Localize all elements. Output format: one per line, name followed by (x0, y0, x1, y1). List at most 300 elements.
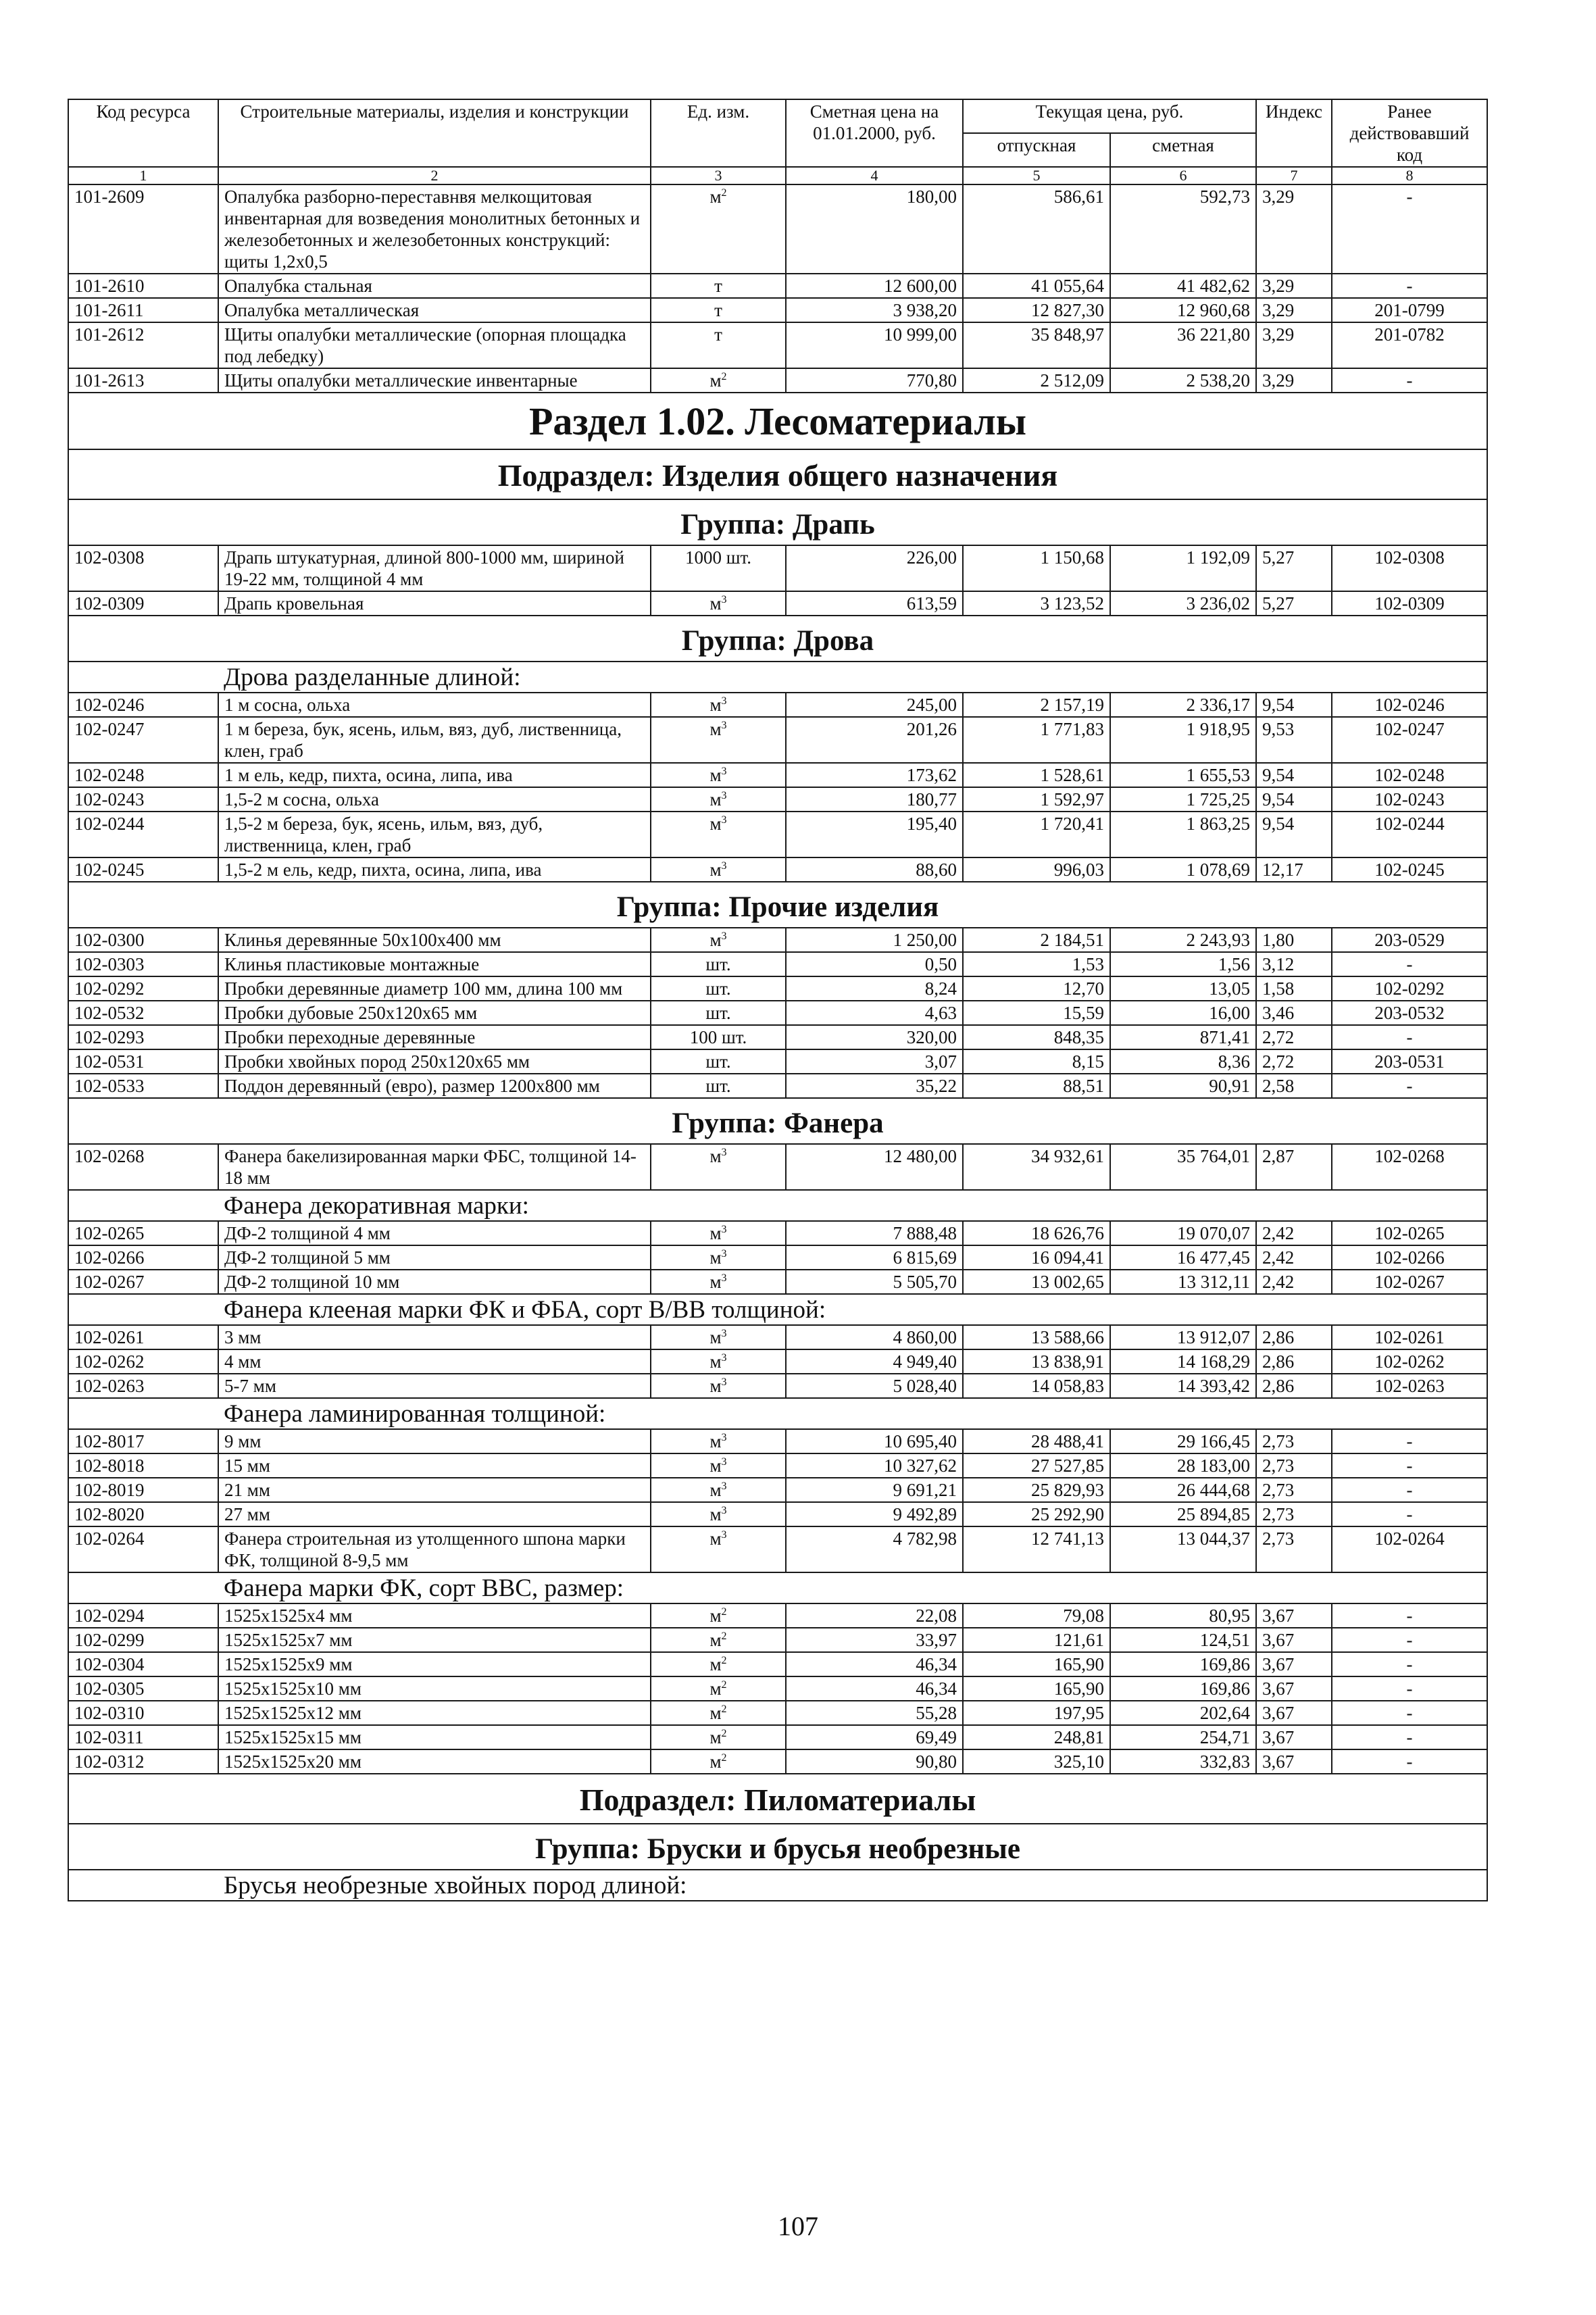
estimate-price: 169,86 (1110, 1652, 1256, 1676)
estimate-price-2000: 10 695,40 (786, 1429, 963, 1453)
unit: м (709, 370, 722, 391)
unit-exponent: 2 (721, 371, 727, 382)
estimate-price: 28 183,00 (1110, 1453, 1256, 1478)
release-price: 88,51 (963, 1074, 1110, 1098)
material-name: ДФ-2 толщиной 10 мм (218, 1270, 651, 1294)
previous-code: 102-0247 (1332, 717, 1487, 763)
unit: шт. (705, 1003, 731, 1023)
unit-cell (651, 928, 786, 952)
estimate-price: 1 725,25 (1110, 787, 1256, 812)
resource-code: 102-0300 (68, 928, 218, 952)
unit-cell (651, 1245, 786, 1270)
price-index: 2,72 (1256, 1025, 1332, 1049)
table-row (68, 1349, 1487, 1374)
release-price: 13 838,91 (963, 1349, 1110, 1374)
group-row (68, 1098, 1487, 1144)
estimate-price-2000: 9 492,89 (786, 1502, 963, 1526)
previous-code: - (1332, 1478, 1487, 1502)
estimate-price: 14 393,42 (1110, 1374, 1256, 1398)
unit: т (714, 300, 722, 320)
estimate-price: 124,51 (1110, 1628, 1256, 1652)
material-name: Поддон деревянный (евро), размер 1200х800 мм (218, 1074, 651, 1098)
material-name: Опалубка разборно-переставнвя мелкощитовая инвентарная для возведения монолитных бетонных и железобетонных и железобетонных конструкций: щиты 1,2х0,5 (218, 184, 651, 274)
material-name: 1,5-2 м береза, бук, ясень, ильм, вяз, дуб, лиственница, клен, граб (218, 812, 651, 857)
unit: 1000 шт. (684, 547, 752, 568)
resource-code: 101-2612 (68, 322, 218, 368)
resource-code: 102-0261 (68, 1325, 218, 1349)
unit-exponent: 2 (721, 1631, 727, 1642)
previous-code: 102-0246 (1332, 693, 1487, 717)
table-row (68, 1049, 1487, 1074)
estimate-price: 1 918,95 (1110, 717, 1256, 763)
unit: м (709, 1247, 722, 1268)
previous-code: 201-0799 (1332, 298, 1487, 322)
unit: шт. (705, 1051, 731, 1072)
unit-cell (651, 591, 786, 616)
price-index: 9,53 (1256, 717, 1332, 763)
estimate-price: 871,41 (1110, 1025, 1256, 1049)
material-name: Драпь штукатурная, длиной 800-1000 мм, шириной 19-22 мм, толщиной 4 мм (218, 545, 651, 591)
estimate-price: 13 044,37 (1110, 1526, 1256, 1572)
material-name: Клинья деревянные 50х100х400 мм (218, 928, 651, 952)
previous-code: - (1332, 184, 1487, 274)
price-index: 2,42 (1256, 1270, 1332, 1294)
estimate-price: 13,05 (1110, 976, 1256, 1001)
unit-exponent: 2 (721, 187, 727, 199)
subheading-code-cell (68, 1572, 218, 1603)
resource-code: 102-0309 (68, 591, 218, 616)
table-row (68, 1453, 1487, 1478)
price-index: 3,46 (1256, 1001, 1332, 1025)
table-row (68, 1001, 1487, 1025)
resource-code: 102-0312 (68, 1749, 218, 1774)
unit: м (709, 1727, 722, 1747)
unit-cell (651, 812, 786, 857)
material-name: 1525х1525х15 мм (218, 1725, 651, 1749)
estimate-price-2000: 320,00 (786, 1025, 963, 1049)
resource-code: 102-8017 (68, 1429, 218, 1453)
price-index: 2,86 (1256, 1349, 1332, 1374)
unit-exponent: 3 (721, 1529, 727, 1541)
release-price: 79,08 (963, 1603, 1110, 1628)
subheading-row (68, 1870, 1487, 1901)
unit: м (709, 1751, 722, 1772)
resource-code: 102-0292 (68, 976, 218, 1001)
header-code: Код ресурса (68, 99, 218, 167)
table-row (68, 1429, 1487, 1453)
unit-exponent: 3 (721, 1376, 727, 1388)
estimate-price-2000: 46,34 (786, 1652, 963, 1676)
material-name: 1 м сосна, ольха (218, 693, 651, 717)
price-index: 3,29 (1256, 368, 1332, 393)
resource-code: 102-0533 (68, 1074, 218, 1098)
release-price: 34 932,61 (963, 1144, 1110, 1190)
estimate-price: 2 336,17 (1110, 693, 1256, 717)
unit: м (709, 860, 722, 880)
subheading-text: Фанера ламинированная толщиной: (218, 1398, 1487, 1429)
unit-exponent: 3 (721, 1248, 727, 1260)
table-row (68, 1325, 1487, 1349)
unit-cell (651, 1001, 786, 1025)
previous-code: - (1332, 1603, 1487, 1628)
unit: м (709, 789, 722, 810)
material-name: Пробки хвойных пород 250х120х65 мм (218, 1049, 651, 1074)
release-price: 13 002,65 (963, 1270, 1110, 1294)
price-index: 9,54 (1256, 763, 1332, 787)
estimate-price-2000: 8,24 (786, 976, 963, 1001)
table-row (68, 976, 1487, 1001)
price-index: 9,54 (1256, 693, 1332, 717)
table-row (68, 928, 1487, 952)
table-row (68, 298, 1487, 322)
price-index: 1,58 (1256, 976, 1332, 1001)
subheading-row (68, 1398, 1487, 1429)
estimate-price-2000: 3,07 (786, 1049, 963, 1074)
estimate-price-2000: 5 028,40 (786, 1374, 963, 1398)
table-row (68, 1374, 1487, 1398)
unit-cell (651, 184, 786, 274)
unit-cell (651, 787, 786, 812)
price-table (68, 99, 1488, 1901)
unit-cell (651, 1701, 786, 1725)
estimate-price: 14 168,29 (1110, 1349, 1256, 1374)
estimate-price-2000: 245,00 (786, 693, 963, 717)
group-title: Группа: Прочие изделия (68, 882, 1487, 928)
estimate-price-2000: 180,00 (786, 184, 963, 274)
unit-cell (651, 1749, 786, 1774)
price-index: 3,67 (1256, 1603, 1332, 1628)
unit: м (709, 765, 722, 785)
unit-cell (651, 1725, 786, 1749)
table-row (68, 322, 1487, 368)
release-price: 1 592,97 (963, 787, 1110, 812)
resource-code: 102-8019 (68, 1478, 218, 1502)
unit: м (709, 1480, 722, 1500)
table-row (68, 274, 1487, 298)
header-name: Строительные материалы, изделия и конструкции (218, 99, 651, 167)
release-price: 996,03 (963, 857, 1110, 882)
group-title: Группа: Фанера (68, 1098, 1487, 1144)
unit: м (709, 1223, 722, 1243)
table-row (68, 763, 1487, 787)
estimate-price-2000: 69,49 (786, 1725, 963, 1749)
subheading-row (68, 662, 1487, 693)
material-name: 1525х1525х7 мм (218, 1628, 651, 1652)
unit-cell (651, 1478, 786, 1502)
subheading-code-cell (68, 1190, 218, 1221)
unit: шт. (705, 954, 731, 974)
unit-cell (651, 1374, 786, 1398)
estimate-price: 16,00 (1110, 1001, 1256, 1025)
release-price: 1 771,83 (963, 717, 1110, 763)
group-row (68, 1824, 1487, 1870)
unit-exponent: 3 (721, 1328, 727, 1339)
resource-code: 102-0303 (68, 952, 218, 976)
material-name: 1525х1525х10 мм (218, 1676, 651, 1701)
resource-code: 102-0294 (68, 1603, 218, 1628)
release-price: 15,59 (963, 1001, 1110, 1025)
resource-code: 102-0244 (68, 812, 218, 857)
release-price: 165,90 (963, 1652, 1110, 1676)
header-current-price: Текущая цена, руб. (963, 99, 1256, 133)
price-index: 3,29 (1256, 184, 1332, 274)
estimate-price-2000: 88,60 (786, 857, 963, 882)
release-price: 2 157,19 (963, 693, 1110, 717)
release-price: 197,95 (963, 1701, 1110, 1725)
previous-code: - (1332, 368, 1487, 393)
unit-cell (651, 545, 786, 591)
estimate-price: 3 236,02 (1110, 591, 1256, 616)
material-name: Клинья пластиковые монтажные (218, 952, 651, 976)
unit-exponent: 3 (721, 1147, 727, 1158)
material-name: 1,5-2 м сосна, ольха (218, 787, 651, 812)
unit: м (709, 1528, 722, 1549)
estimate-price: 592,73 (1110, 184, 1256, 274)
material-name: 1525х1525х4 мм (218, 1603, 651, 1628)
price-index: 2,73 (1256, 1526, 1332, 1572)
estimate-price-2000: 5 505,70 (786, 1270, 963, 1294)
subheading-code-cell (68, 662, 218, 693)
previous-code: 102-0263 (1332, 1374, 1487, 1398)
resource-code: 102-0267 (68, 1270, 218, 1294)
release-price: 12 827,30 (963, 298, 1110, 322)
estimate-price-2000: 3 938,20 (786, 298, 963, 322)
section-title: Раздел 1.02. Лесоматериалы (68, 393, 1487, 449)
estimate-price: 36 221,80 (1110, 322, 1256, 368)
material-name: Пробки переходные деревянные (218, 1025, 651, 1049)
estimate-price: 1 863,25 (1110, 812, 1256, 857)
price-index: 9,54 (1256, 812, 1332, 857)
resource-code: 102-0263 (68, 1374, 218, 1398)
unit-cell (651, 1349, 786, 1374)
estimate-price-2000: 613,59 (786, 591, 963, 616)
table-row (68, 1701, 1487, 1725)
estimate-price: 254,71 (1110, 1725, 1256, 1749)
header-index: Индекс (1256, 99, 1332, 167)
section-row (68, 393, 1487, 449)
estimate-price-2000: 4 949,40 (786, 1349, 963, 1374)
price-index: 3,67 (1256, 1725, 1332, 1749)
table-row (68, 1652, 1487, 1676)
previous-code: - (1332, 952, 1487, 976)
price-index: 3,29 (1256, 322, 1332, 368)
subheading-row (68, 1572, 1487, 1603)
release-price: 14 058,83 (963, 1374, 1110, 1398)
material-name: 1525х1525х12 мм (218, 1701, 651, 1725)
estimate-price: 13 912,07 (1110, 1325, 1256, 1349)
estimate-price-2000: 7 888,48 (786, 1221, 963, 1245)
table-row (68, 184, 1487, 274)
estimate-price: 90,91 (1110, 1074, 1256, 1098)
estimate-price: 1 078,69 (1110, 857, 1256, 882)
estimate-price-2000: 0,50 (786, 952, 963, 976)
previous-code: 102-0243 (1332, 787, 1487, 812)
estimate-price-2000: 10 999,00 (786, 322, 963, 368)
unit: м (709, 186, 722, 207)
subheading-text: Фанера марки ФК, сорт ВВС, размер: (218, 1572, 1487, 1603)
material-name: Щиты опалубки металлические (опорная площадка под лебедку) (218, 322, 651, 368)
table-row (68, 1749, 1487, 1774)
subsection-title: Подраздел: Пиломатериалы (68, 1774, 1487, 1824)
unit: м (709, 930, 722, 950)
release-price: 13 588,66 (963, 1325, 1110, 1349)
estimate-price: 35 764,01 (1110, 1144, 1256, 1190)
previous-code: - (1332, 1025, 1487, 1049)
unit-exponent: 3 (721, 814, 727, 826)
previous-code: 102-0268 (1332, 1144, 1487, 1190)
previous-code: - (1332, 1701, 1487, 1725)
table-row (68, 693, 1487, 717)
resource-code: 102-0246 (68, 693, 218, 717)
unit: м (709, 1146, 722, 1166)
estimate-price-2000: 12 480,00 (786, 1144, 963, 1190)
estimate-price-2000: 226,00 (786, 545, 963, 591)
previous-code: 102-0264 (1332, 1526, 1487, 1572)
release-price: 848,35 (963, 1025, 1110, 1049)
table-row (68, 1221, 1487, 1245)
resource-code: 102-0531 (68, 1049, 218, 1074)
material-name: 27 мм (218, 1502, 651, 1526)
previous-code: 102-0265 (1332, 1221, 1487, 1245)
col-number: 4 (786, 167, 963, 184)
price-index: 3,29 (1256, 274, 1332, 298)
unit-exponent: 3 (721, 720, 727, 731)
previous-code: 102-0308 (1332, 545, 1487, 591)
unit-cell (651, 1074, 786, 1098)
unit-cell (651, 717, 786, 763)
unit-exponent: 3 (721, 790, 727, 801)
release-price: 16 094,41 (963, 1245, 1110, 1270)
unit-exponent: 3 (721, 1456, 727, 1468)
estimate-price-2000: 10 327,62 (786, 1453, 963, 1478)
release-price: 1 720,41 (963, 812, 1110, 857)
previous-code: - (1332, 1676, 1487, 1701)
table-row (68, 952, 1487, 976)
resource-code: 102-0262 (68, 1349, 218, 1374)
unit: м (709, 593, 722, 614)
unit-cell (651, 368, 786, 393)
previous-code: - (1332, 1628, 1487, 1652)
release-price: 165,90 (963, 1676, 1110, 1701)
subheading-code-cell (68, 1398, 218, 1429)
price-index: 3,67 (1256, 1652, 1332, 1676)
unit-cell (651, 322, 786, 368)
resource-code: 102-0308 (68, 545, 218, 591)
price-index: 2,42 (1256, 1221, 1332, 1245)
material-name: Щиты опалубки металлические инвентарные (218, 368, 651, 393)
release-price: 121,61 (963, 1628, 1110, 1652)
unit-cell (651, 763, 786, 787)
subsection-row (68, 1774, 1487, 1824)
column-number-row (68, 167, 1487, 184)
release-price: 41 055,64 (963, 274, 1110, 298)
resource-code: 101-2610 (68, 274, 218, 298)
previous-code: 203-0532 (1332, 1001, 1487, 1025)
resource-code: 102-0293 (68, 1025, 218, 1049)
resource-code: 102-8020 (68, 1502, 218, 1526)
col-number: 2 (218, 167, 651, 184)
release-price: 27 527,85 (963, 1453, 1110, 1478)
unit-exponent: 3 (721, 1432, 727, 1443)
previous-code: 102-0261 (1332, 1325, 1487, 1349)
table-row (68, 812, 1487, 857)
unit-cell (651, 274, 786, 298)
price-index: 9,54 (1256, 787, 1332, 812)
estimate-price: 1 192,09 (1110, 545, 1256, 591)
release-price: 586,61 (963, 184, 1110, 274)
resource-code: 102-8018 (68, 1453, 218, 1478)
release-price: 28 488,41 (963, 1429, 1110, 1453)
estimate-price: 41 482,62 (1110, 274, 1256, 298)
estimate-price-2000: 55,28 (786, 1701, 963, 1725)
subheading-row (68, 1190, 1487, 1221)
unit: м (709, 1455, 722, 1476)
unit-cell (651, 1628, 786, 1652)
unit-exponent: 3 (721, 1352, 727, 1364)
subheading-code-cell (68, 1870, 218, 1901)
unit-cell (651, 1453, 786, 1478)
material-name: 1,5-2 м ель, кедр, пихта, осина, липа, ива (218, 857, 651, 882)
estimate-price-2000: 6 815,69 (786, 1245, 963, 1270)
unit: м (709, 695, 722, 715)
estimate-price: 8,36 (1110, 1049, 1256, 1074)
estimate-price-2000: 46,34 (786, 1676, 963, 1701)
price-index: 2,73 (1256, 1429, 1332, 1453)
release-price: 2 512,09 (963, 368, 1110, 393)
unit: м (709, 1272, 722, 1292)
price-index: 2,73 (1256, 1502, 1332, 1526)
subheading-text: Фанера декоративная марки: (218, 1190, 1487, 1221)
estimate-price-2000: 173,62 (786, 763, 963, 787)
group-row (68, 499, 1487, 545)
release-price: 248,81 (963, 1725, 1110, 1749)
unit-cell (651, 1502, 786, 1526)
previous-code: 102-0245 (1332, 857, 1487, 882)
material-name: Фанера бакелизированная марки ФБС, толщиной 14-18 мм (218, 1144, 651, 1190)
unit-cell (651, 1025, 786, 1049)
release-price: 1,53 (963, 952, 1110, 976)
price-index: 12,17 (1256, 857, 1332, 882)
table-row (68, 545, 1487, 591)
previous-code: - (1332, 1725, 1487, 1749)
resource-code: 102-0248 (68, 763, 218, 787)
previous-code: - (1332, 274, 1487, 298)
unit: м (709, 1351, 722, 1372)
release-price: 25 829,93 (963, 1478, 1110, 1502)
estimate-price-2000: 4 860,00 (786, 1325, 963, 1349)
material-name: Фанера строительная из утолщенного шпона марки ФК, толщиной 8-9,5 мм (218, 1526, 651, 1572)
estimate-price: 26 444,68 (1110, 1478, 1256, 1502)
unit-cell (651, 1526, 786, 1572)
subheading-code-cell (68, 1294, 218, 1325)
resource-code: 102-0532 (68, 1001, 218, 1025)
price-index: 3,67 (1256, 1628, 1332, 1652)
price-index: 3,67 (1256, 1749, 1332, 1774)
release-price: 35 848,97 (963, 322, 1110, 368)
release-price: 3 123,52 (963, 591, 1110, 616)
previous-code: 102-0244 (1332, 812, 1487, 857)
estimate-price: 13 312,11 (1110, 1270, 1256, 1294)
col-number: 6 (1110, 167, 1256, 184)
estimate-price-2000: 35,22 (786, 1074, 963, 1098)
resource-code: 102-0268 (68, 1144, 218, 1190)
estimate-price-2000: 195,40 (786, 812, 963, 857)
unit-cell (651, 1221, 786, 1245)
estimate-price: 1 655,53 (1110, 763, 1256, 787)
unit: т (714, 276, 722, 296)
unit-cell (651, 976, 786, 1001)
previous-code: 201-0782 (1332, 322, 1487, 368)
